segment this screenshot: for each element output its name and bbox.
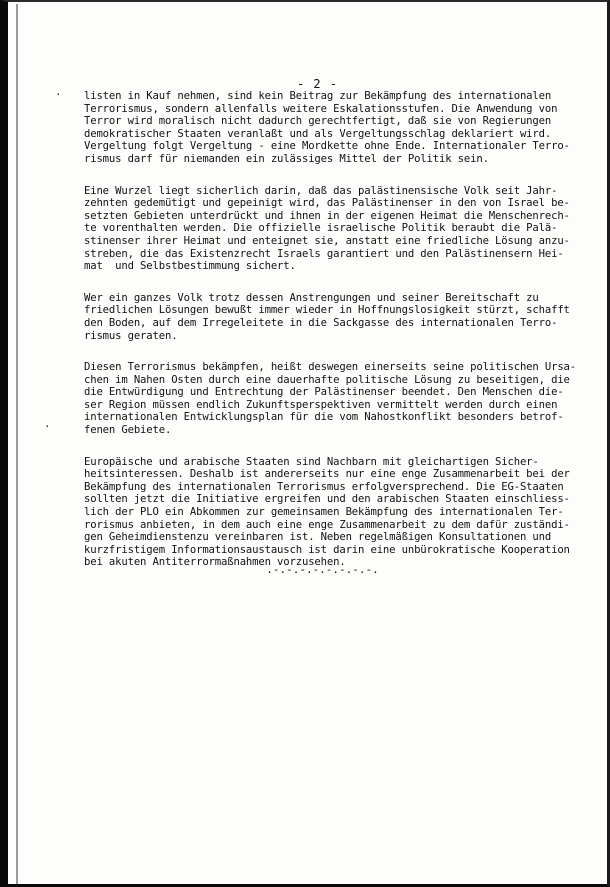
page-number: - 2 - bbox=[296, 77, 339, 91]
text-line: rismus geraten. bbox=[84, 329, 178, 342]
scan-edge-shadow bbox=[16, 4, 18, 884]
text-line: lich der PLO ein Abkommen zur gemeinsamen Bekämpfung des internationalen Ter- bbox=[84, 506, 564, 519]
text-line: Wer ein ganzes Volk trotz dessen Anstrengungen und seiner Bereitschaft zu bbox=[84, 291, 539, 304]
text-line: streben, die das Existenzrecht Israels garantiert und den Palästinensern Hei- bbox=[84, 247, 564, 260]
text-line: bei akuten Antiterrormaßnahmen vorzusehen. bbox=[84, 556, 346, 569]
text-line: heitsinteressen. Deshalb ist andererseits nur eine enge Zusammenarbeit bei der bbox=[84, 468, 570, 481]
text-line: zehnten gedemütigt und gepeinigt wird, das Palästinenser in den von Israel be- bbox=[84, 197, 570, 210]
text-line: friedlichen Lösungen bewußt immer wieder in Hoffnungslosigkeit stürzt, schafft bbox=[84, 304, 570, 317]
paragraph-hopelessness bbox=[84, 292, 584, 342]
text-line: gen Geheimdienstenzu vereinbaren ist. Neben regelmäßigen Konsultationen und bbox=[84, 531, 552, 544]
paragraph-political-solution bbox=[84, 361, 584, 437]
text-line: Eine Wurzel liegt sicherlich darin, daß das palästinensische Volk seit Jahr- bbox=[84, 184, 558, 197]
paragraph-cooperation bbox=[84, 456, 584, 569]
margin-mark: · bbox=[55, 88, 62, 101]
text-line: den Boden, auf dem Irregeleitete in die Sackgasse des internationalen Terro- bbox=[84, 316, 558, 329]
text-line: internationalen Entwicklungsplan für die vom Nahostkonflikt besonders betrof- bbox=[84, 411, 564, 424]
text-line: fenen Gebiete. bbox=[84, 424, 172, 437]
text-line: Vergeltung folgt Vergeltung - eine Mordkette ohne Ende. Internationaler Terro- bbox=[84, 140, 570, 153]
text-line: mat und Selbstbestimmung sichert. bbox=[84, 260, 296, 273]
text-line: te vorenthalten werden. Die offizielle israelische Politik beraubt die Palä- bbox=[84, 222, 558, 235]
margin-mark: · bbox=[44, 420, 51, 433]
text-line: rismus darf für niemanden ein zulässiges Mittel der Politik sein. bbox=[84, 152, 489, 165]
text-line: Diesen Terrorismus bekämpfen, heißt deswegen einerseits seine politischen Ursa- bbox=[84, 361, 577, 374]
text-line: die Entwürdigung und Entrechtung der Palästinenser beendet. Den Menschen die- bbox=[84, 386, 564, 399]
text-line: setzten Gebieten unterdrückt und ihnen in der eigenen Heimat die Menschenrech- bbox=[84, 209, 570, 222]
text-line: demokratischer Staaten veranlaßt und als Vergeltungsschlag deklariert wird. bbox=[84, 127, 552, 140]
text-line: rorismus anbieten, in dem auch eine enge Zusammenarbeit zu dem dafür zuständi- bbox=[84, 518, 570, 531]
text-line: chen im Nahen Osten durch eine dauerhafte politische Lösung zu beseitigen, die bbox=[84, 373, 570, 386]
text-line: sollten jetzt die Initiative ergreifen und den arabischen Staaten einschliess- bbox=[84, 493, 570, 506]
document-body bbox=[84, 90, 584, 588]
text-line: ser Region müssen endlich Zukunftsperspektiven vermittelt werden durch einen bbox=[84, 398, 558, 411]
text-line: Bekämpfung des internationalen Terrorismus erfolgversprechend. Die EG-Staaten bbox=[84, 480, 564, 493]
text-line: kurzfristigem Informationsaustausch ist darin eine unbürokratische Kooperation bbox=[84, 543, 570, 556]
closing-separator: .-.-.-.-.-.-.-.-. bbox=[266, 563, 379, 576]
text-line: Terrorismus, sondern allenfalls weitere Eskalationsstufen. Die Anwendung von bbox=[84, 102, 558, 115]
text-line: stinenser ihrer Heimat und enteignet sie, anstatt eine friedliche Lösung anzu- bbox=[84, 234, 570, 247]
text-line: listen in Kauf nehmen, sind kein Beitrag zur Bekämpfung des internationalen bbox=[84, 90, 552, 102]
text-line: Terror wird moralisch nicht dadurch gerechtfertigt, daß sie von Regierungen bbox=[84, 115, 552, 128]
paragraph-terror-escalation bbox=[84, 90, 584, 166]
text-line: Europäische und arabische Staaten sind Nachbarn mit gleichartigen Sicher- bbox=[84, 455, 539, 468]
paragraph-root-cause bbox=[84, 185, 584, 273]
